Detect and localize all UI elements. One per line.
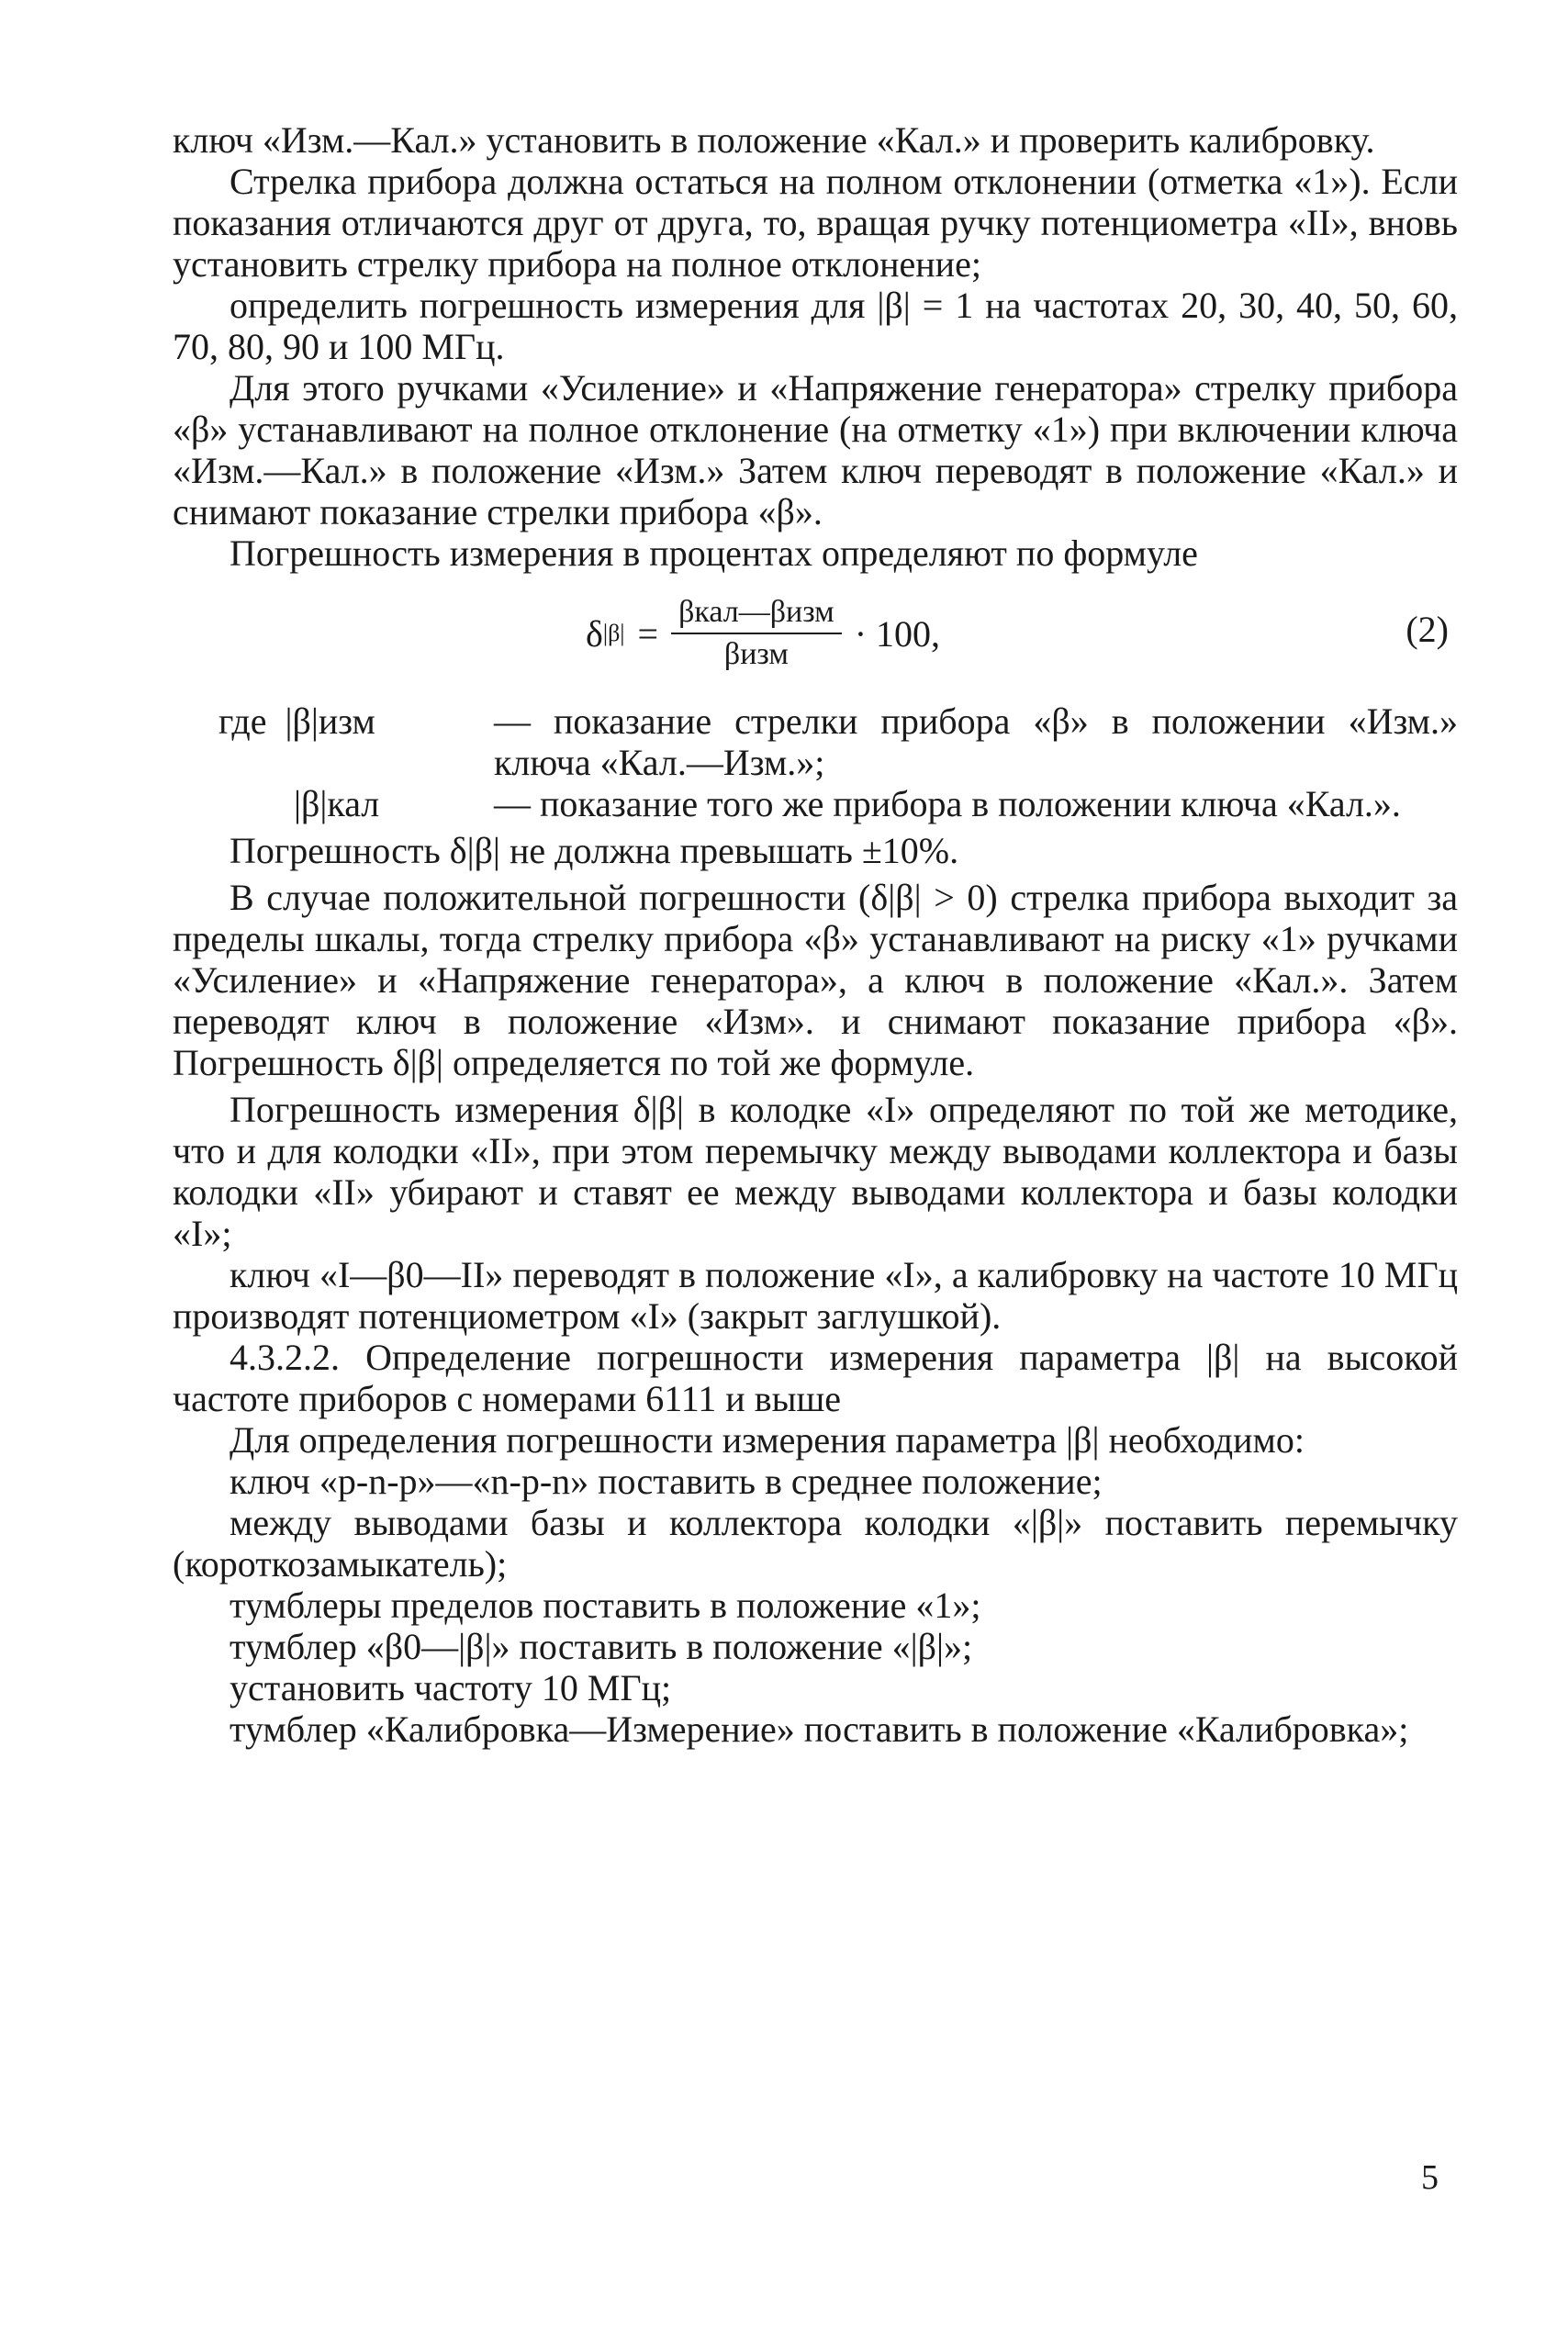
paragraph-3: определить погрешность измерения для |β| = 1 на частотах 20, 30, 40, 50, 60, 70, 80, 90 и 100 МГц.: [173, 285, 1458, 367]
where-def-1: — показание стрелки прибора «β» в положении «Изм.» ключа «Кал.—Изм.»;: [494, 700, 1458, 783]
formula-lhs: δ: [586, 612, 603, 655]
paragraph-12: ключ «p-n-p»—«n-p-n» поставить в среднее положение;: [230, 1461, 1103, 1502]
formula-denominator: βизм: [723, 637, 789, 671]
paragraph-2: Стрелка прибора должна остаться на полном отклонении (отметка «1»). Если показания отличаются друг от друга, то, вращая ручку потенциометра «II», вновь установить стрелку прибора на полное отклонение;: [173, 161, 1458, 285]
paragraph-11: Для определения погрешности измерения параметра |β| необходимо:: [230, 1419, 1305, 1461]
paragraph-1: ключ «Изм.—Кал.» установить в положение «Кал.» и проверить калибровку.: [173, 119, 1375, 161]
where-definitions: [218, 700, 1458, 824]
document-page: [173, 119, 1458, 1750]
paragraph-7: В случае положительной погрешности (δ|β| > 0) стрелка прибора выходит за пределы шкалы, тогда стрелку прибора «β» устанавливают на риску «1» ручками «Усиление» и «Напряжение генератора», а ключ в положение «Кал.». Затем переводят ключ в положение «Изм». и снимают показание прибора «β». Погрешность δ|β| определяется по той же формуле.: [173, 877, 1458, 1083]
term-beta-izm: |β|изм: [285, 700, 375, 742]
paragraph-14: тумблеры пределов поставить в положение «1»;: [230, 1585, 981, 1626]
paragraph-17: тумблер «Калибровка—Измерение» поставить в положение «Калибровка»;: [230, 1708, 1409, 1750]
paragraph-9: ключ «I—β0—II» переводят в положение «I», а калибровку на частоте 10 МГц производят потенциометром «I» (закрыт заглушкой).: [173, 1254, 1458, 1337]
formula-numerator: βкал—βизм: [671, 594, 842, 634]
where-def-2: — показание того же прибора в положении ключа «Кал.».: [494, 783, 1401, 824]
paragraph-5: Погрешность измерения в процентах определяют по формуле: [230, 532, 1198, 574]
paragraph-8: Погрешность измерения δ|β| в колодке «I» определяют по той же методике, что и для колодки «II», при этом перемычку между выводами коллектора и базы колодки «II» убирают и ставят ее между выводами коллектора и базы колодки «I»;: [173, 1089, 1458, 1254]
formula-tail: · 100,: [854, 612, 941, 655]
formula-fraction: [671, 594, 842, 673]
equation-number: (2): [1406, 609, 1449, 650]
paragraph-13: между выводами базы и коллектора колодки «|β|» поставить перемычку (короткозамыкатель);: [173, 1502, 1458, 1585]
where-term-1: [218, 700, 494, 783]
term-beta-kal: |β|кал: [294, 783, 380, 824]
paragraph-16: установить частоту 10 МГц;: [230, 1667, 672, 1708]
formula-equals: =: [637, 612, 659, 655]
paragraph-6: Погрешность δ|β| не должна превышать ±10%.: [230, 830, 959, 871]
paragraph-15: тумблер «β0—|β|» поставить в положение «|β|»;: [230, 1626, 973, 1667]
where-lead: где: [218, 700, 267, 742]
paragraph-4: Для этого ручками «Усиление» и «Напряжение генератора» стрелку прибора «β» устанавливают на полное отклонение (на отметку «1») при включении ключа «Изм.—Кал.» в положение «Изм.» Затем ключ переводят в положение «Кал.» и снимают показание стрелки прибора «β».: [173, 367, 1458, 532]
formula-2: [173, 581, 1458, 691]
page-number: 5: [1421, 2158, 1439, 2197]
paragraph-10: 4.3.2.2. Определение погрешности измерения параметра |β| на высокой частоте приборов с номерами 6111 и выше: [173, 1337, 1458, 1419]
formula-expression: δ |β| = $\frac{\text{βкал—βизм}}{\text{βизм}}$ · 100,: [586, 595, 941, 671]
